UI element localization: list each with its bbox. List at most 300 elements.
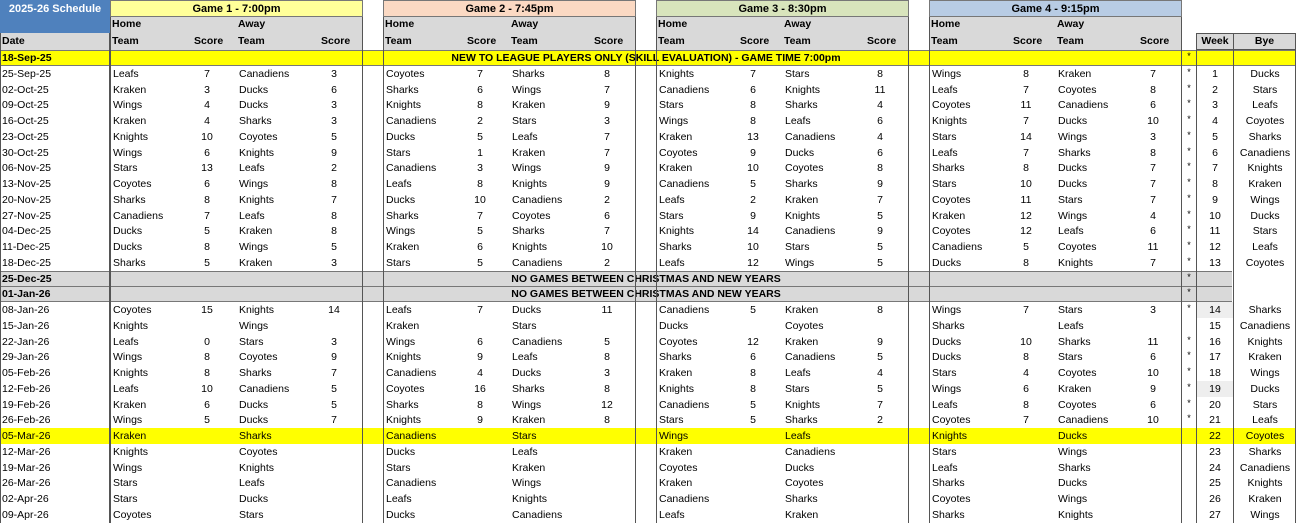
row-star: * [1187, 413, 1191, 424]
away-team: Ducks [239, 414, 269, 427]
home-score: 10 [747, 162, 759, 175]
away-score: 8 [331, 178, 337, 190]
banner-text: NO GAMES BETWEEN CHRISTMAS AND NEW YEARS [511, 272, 781, 285]
home-team: Stars [932, 130, 957, 143]
bye-team: Kraken [1248, 178, 1282, 190]
home-score: 7 [204, 209, 210, 222]
home-score: 8 [204, 367, 210, 379]
row-star: * [1187, 303, 1191, 313]
away-team: Coyotes [785, 319, 824, 332]
away-score: 5 [331, 241, 337, 253]
away-score: 5 [877, 256, 883, 269]
schedule-row [0, 129, 1296, 145]
away-team: Leafs [239, 477, 265, 490]
away-score: 7 [604, 225, 610, 238]
home-team: Ducks [659, 319, 689, 332]
home-score [740, 460, 766, 476]
home-team: Canadiens [659, 398, 710, 411]
game-1-away-score-label: Score [321, 35, 351, 47]
away-team: Coyotes [239, 445, 278, 458]
home-score: 5 [477, 256, 483, 269]
week-number: 16 [1209, 335, 1221, 348]
away-team: Sharks [785, 414, 818, 427]
home-team: Coyotes [113, 178, 152, 190]
away-score: 10 [1147, 367, 1159, 379]
home-team: Coyotes [932, 99, 971, 112]
away-team: Sharks [785, 178, 818, 190]
away-score: 8 [877, 304, 883, 316]
home-score: 5 [1023, 241, 1029, 253]
away-team: Kraken [512, 99, 546, 112]
away-score: 9 [877, 335, 883, 348]
away-score: 8 [604, 414, 610, 427]
home-team: Sharks [932, 162, 965, 175]
schedule-row [0, 349, 1296, 365]
home-score: 11 [1020, 99, 1032, 112]
week-header-cell [1196, 33, 1234, 50]
home-team: Wings [113, 146, 143, 159]
home-team: Stars [659, 209, 684, 222]
home-score: 8 [477, 398, 483, 411]
away-team: Stars [512, 319, 537, 332]
schedule-row [0, 271, 1296, 287]
away-team: Wings [512, 477, 542, 490]
home-team: Leafs [386, 304, 412, 316]
home-team: Stars [932, 445, 957, 458]
home-team: Coyotes [386, 382, 425, 395]
week-number: 24 [1209, 461, 1221, 474]
away-team: Canadiens [512, 256, 563, 269]
home-team: Leafs [659, 508, 685, 521]
away-team: Canadiens [785, 130, 836, 143]
home-score: 7 [1023, 83, 1029, 96]
away-team: Kraken [785, 193, 819, 206]
away-team: Canadiens [512, 508, 563, 521]
away-score: 5 [331, 398, 337, 411]
home-score: 10 [474, 193, 486, 206]
game-1-home-label-line2: Team [112, 35, 139, 47]
away-team: Sharks [1058, 146, 1091, 159]
away-score: 8 [331, 225, 337, 238]
home-team: Wings [659, 430, 689, 442]
row-date: 09-Oct-25 [2, 99, 49, 112]
away-score: 11 [601, 304, 613, 316]
home-score: 7 [1023, 414, 1029, 427]
schedule-row [0, 66, 1296, 82]
away-team: Stars [1058, 304, 1083, 316]
away-score: 3 [1150, 130, 1156, 143]
bye-team: Leafs [1252, 414, 1278, 427]
away-score: 8 [331, 209, 337, 222]
away-team: Stars [785, 241, 810, 253]
home-team: Coyotes [659, 335, 698, 348]
home-score: 6 [477, 241, 483, 253]
away-team: Wings [512, 398, 542, 411]
banner-text: NEW TO LEAGUE PLAYERS ONLY (SKILL EVALUATION) - GAME TIME 7:00pm [451, 52, 841, 64]
bye-team: Stars [1252, 398, 1278, 411]
home-team: Canadiens [386, 477, 437, 490]
away-team: Wings [239, 319, 269, 332]
schedule-row [0, 475, 1296, 491]
home-team: Knights [386, 414, 422, 427]
week-number: 12 [1209, 241, 1221, 253]
away-team: Sharks [1058, 335, 1091, 348]
away-team: Kraken [512, 414, 546, 427]
home-team: Knights [932, 115, 968, 127]
home-team: Ducks [932, 335, 962, 348]
away-score: 2 [604, 256, 610, 269]
away-team: Sharks [239, 367, 272, 379]
home-score: 12 [1020, 209, 1032, 222]
row-star: * [1187, 98, 1191, 109]
away-team: Knights [512, 241, 548, 253]
bye-team: Sharks [1248, 130, 1282, 143]
schedule-row [0, 507, 1296, 523]
home-team: Canadiens [659, 83, 710, 96]
schedule-row [0, 365, 1296, 381]
row-date: 27-Nov-25 [2, 209, 52, 222]
away-team: Knights [785, 83, 821, 96]
game-4-away-label-line1: Away [1057, 18, 1085, 30]
row-date: 25-Dec-25 [2, 272, 52, 285]
home-score: 2 [750, 193, 756, 206]
bye-team: Stars [1252, 225, 1278, 238]
away-team: Sharks [239, 115, 272, 127]
away-team: Ducks [785, 146, 815, 159]
home-score: 14 [747, 225, 759, 238]
week-number: 18 [1209, 367, 1221, 379]
home-score [740, 475, 766, 491]
home-team: Kraken [113, 398, 147, 411]
home-score [1013, 428, 1039, 444]
home-score: 9 [477, 351, 483, 364]
game-2-home-score-label: Score [467, 35, 497, 47]
home-team: Leafs [113, 382, 139, 395]
away-score: 6 [1150, 99, 1156, 112]
home-score: 9 [750, 209, 756, 222]
home-score: 12 [747, 335, 759, 348]
away-team: Wings [512, 162, 542, 175]
home-score: 8 [750, 115, 756, 127]
away-score [321, 507, 347, 523]
home-team: Stars [113, 493, 138, 505]
away-team: Stars [239, 508, 264, 521]
home-score: 3 [204, 83, 210, 96]
away-team: Ducks [239, 83, 269, 96]
row-date: 22-Jan-26 [2, 335, 50, 348]
home-team: Coyotes [932, 493, 971, 505]
home-score: 5 [750, 398, 756, 411]
home-score [194, 507, 220, 523]
away-team: Ducks [1058, 477, 1088, 490]
schedule-title-cell[interactable] [0, 0, 110, 33]
home-team: Wings [659, 115, 689, 127]
bye-team: Canadiens [1239, 319, 1291, 332]
away-team: Wings [239, 241, 269, 253]
away-score [867, 460, 893, 476]
row-date: 18-Dec-25 [2, 256, 52, 269]
away-team: Canadiens [1058, 99, 1109, 112]
game-1-title: Game 1 - 7:00pm [110, 0, 363, 17]
home-score: 8 [204, 351, 210, 364]
home-team: Stars [932, 367, 957, 379]
away-team: Leafs [785, 430, 811, 442]
game-4-column-headers [929, 17, 1182, 50]
away-team: Sharks [785, 99, 818, 112]
away-score [594, 318, 620, 334]
home-team: Kraken [113, 430, 147, 442]
bye-team: Ducks [1250, 382, 1280, 395]
week-number: 6 [1212, 146, 1218, 159]
away-score [321, 491, 347, 507]
week-number: 20 [1209, 398, 1221, 411]
home-team: Coyotes [659, 146, 698, 159]
home-team: Sharks [386, 398, 419, 411]
home-score [1013, 507, 1039, 523]
bye-team: Wings [1250, 367, 1280, 379]
away-team: Knights [512, 178, 548, 190]
home-team: Leafs [932, 83, 958, 96]
row-star: * [1187, 66, 1191, 77]
row-date: 01-Jan-26 [2, 288, 51, 301]
away-score [594, 428, 620, 444]
home-team: Sharks [932, 319, 965, 332]
home-score [194, 475, 220, 491]
date-header-label: Date [2, 35, 25, 47]
away-team: Canadiens [785, 351, 836, 364]
bye-team: Knights [1247, 477, 1283, 490]
away-team: Kraken [1058, 67, 1092, 80]
home-score: 8 [477, 178, 483, 190]
week-number: 22 [1209, 430, 1221, 442]
schedule-row [0, 397, 1296, 413]
home-score: 7 [477, 67, 483, 80]
schedule-row [0, 381, 1296, 397]
row-date: 09-Apr-26 [2, 508, 49, 521]
bye-team: Canadiens [1239, 461, 1291, 474]
row-date: 02-Apr-26 [2, 493, 49, 505]
home-score: 12 [1020, 225, 1032, 238]
away-score: 3 [604, 115, 610, 127]
away-score: 6 [877, 146, 883, 159]
row-date: 18-Sep-25 [2, 52, 52, 64]
row-date: 15-Jan-26 [2, 319, 50, 332]
home-team: Wings [113, 99, 143, 112]
home-team: Leafs [659, 193, 685, 206]
game-3-title: Game 3 - 8:30pm [656, 0, 909, 17]
bye-team: Ducks [1250, 209, 1280, 222]
away-team: Stars [785, 67, 810, 80]
bye-team: Canadiens [1239, 146, 1291, 159]
home-score: 5 [204, 225, 210, 238]
away-team: Sharks [785, 493, 818, 505]
away-team: Canadiens [239, 382, 290, 395]
away-score: 3 [331, 256, 337, 269]
home-score: 8 [204, 193, 210, 206]
row-date: 23-Oct-25 [2, 130, 49, 143]
away-score [1140, 428, 1166, 444]
away-team: Coyotes [785, 162, 824, 175]
away-team: Sharks [1058, 461, 1091, 474]
away-team: Canadiens [239, 67, 290, 80]
game-2-away-score-label: Score [594, 35, 624, 47]
away-score [867, 491, 893, 507]
row-star: * [1187, 129, 1191, 140]
home-score: 5 [204, 414, 210, 427]
week-number: 21 [1209, 414, 1221, 427]
away-team: Wings [1058, 209, 1088, 222]
schedule-row [0, 160, 1296, 176]
week-number: 27 [1209, 508, 1221, 521]
away-team: Stars [1058, 193, 1083, 206]
away-score [321, 428, 347, 444]
away-team: Sharks [512, 225, 545, 238]
home-team: Coyotes [932, 193, 971, 206]
home-score: 4 [1023, 367, 1029, 379]
game-2-away-label-line2: Team [511, 35, 538, 47]
schedule-row [0, 145, 1296, 161]
game-2-title: Game 2 - 7:45pm [383, 0, 636, 17]
away-team: Sharks [512, 67, 545, 80]
home-team: Knights [659, 67, 695, 80]
away-score: 2 [877, 414, 883, 427]
game-2-away-label-line1: Away [511, 18, 539, 30]
away-score [1140, 507, 1166, 523]
bye-team: Knights [1247, 335, 1283, 348]
row-date: 26-Feb-26 [2, 414, 51, 427]
away-team: Knights [239, 461, 275, 474]
bye-team: Coyotes [1245, 115, 1285, 127]
away-team: Stars [239, 335, 264, 348]
home-team: Knights [113, 319, 149, 332]
home-score [467, 444, 493, 460]
home-team: Coyotes [932, 225, 971, 238]
away-score: 9 [604, 162, 610, 175]
home-team: Stars [113, 477, 138, 490]
home-team: Coyotes [113, 508, 152, 521]
home-team: Leafs [113, 67, 139, 80]
home-score [467, 460, 493, 476]
away-score: 5 [331, 130, 337, 143]
away-team: Canadiens [1058, 414, 1109, 427]
home-team: Coyotes [932, 414, 971, 427]
home-score: 13 [747, 130, 759, 143]
home-score [467, 491, 493, 507]
away-score: 9 [331, 146, 337, 159]
away-score: 6 [331, 83, 337, 96]
home-team: Ducks [113, 225, 143, 238]
schedule-row [0, 286, 1296, 302]
home-team: Ducks [386, 193, 416, 206]
home-score: 13 [201, 162, 213, 175]
home-team: Knights [659, 382, 695, 395]
away-team: Ducks [785, 461, 815, 474]
bye-header-cell [1234, 33, 1296, 50]
row-star: * [1187, 397, 1191, 408]
home-team: Canadiens [386, 162, 437, 175]
home-score: 8 [1023, 67, 1029, 80]
away-score: 8 [1150, 83, 1156, 96]
away-team: Knights [239, 193, 275, 206]
home-score: 15 [201, 304, 213, 316]
home-score: 5 [750, 178, 756, 190]
game-4-home-label-line2: Team [931, 35, 958, 47]
home-score: 8 [750, 382, 756, 395]
away-team: Wings [239, 178, 269, 190]
away-score [594, 460, 620, 476]
away-team: Leafs [1058, 225, 1084, 238]
game-3-home-label-line2: Team [658, 35, 685, 47]
game-3-column-headers [656, 17, 909, 50]
away-team: Stars [785, 382, 810, 395]
row-date: 16-Oct-25 [2, 115, 49, 127]
row-star: * [1187, 82, 1191, 93]
away-team: Leafs [785, 367, 811, 379]
home-team: Stars [386, 146, 411, 159]
schedule-row [0, 302, 1296, 318]
home-score [740, 444, 766, 460]
row-date: 29-Jan-26 [2, 351, 50, 364]
away-score: 10 [601, 241, 613, 253]
home-team: Leafs [932, 146, 958, 159]
home-team: Stars [659, 99, 684, 112]
schedule-row [0, 192, 1296, 208]
away-score: 5 [331, 382, 337, 395]
schedule-row [0, 82, 1296, 98]
home-score: 6 [204, 146, 210, 159]
home-score: 6 [204, 178, 210, 190]
home-team: Coyotes [113, 304, 152, 316]
away-score: 7 [604, 130, 610, 143]
away-score: 3 [331, 99, 337, 112]
away-score [321, 460, 347, 476]
home-team: Stars [386, 256, 411, 269]
home-team: Canadiens [386, 430, 437, 442]
bye-header-label: Bye [1254, 35, 1275, 47]
away-team: Ducks [1058, 162, 1088, 175]
row-date: 26-Mar-26 [2, 477, 51, 490]
away-score: 2 [331, 162, 337, 175]
home-score: 6 [750, 83, 756, 96]
schedule-row [0, 318, 1296, 334]
away-score [321, 444, 347, 460]
week-header-label: Week [1201, 35, 1229, 47]
away-team: Ducks [239, 493, 269, 505]
game-1-away-label-line2: Team [238, 35, 265, 47]
away-team: Ducks [1058, 178, 1088, 190]
away-team: Coyotes [239, 351, 278, 364]
home-team: Kraken [659, 162, 693, 175]
away-score [321, 318, 347, 334]
schedule-row [0, 491, 1296, 507]
away-score [1140, 491, 1166, 507]
game-3-away-label-line1: Away [784, 18, 812, 30]
home-score: 10 [1020, 335, 1032, 348]
bye-team: Leafs [1252, 99, 1278, 112]
game-2-column-headers [383, 17, 636, 50]
home-team: Kraken [386, 319, 420, 332]
home-score: 2 [477, 115, 483, 127]
away-score: 6 [1150, 351, 1156, 364]
row-star: * [1187, 192, 1191, 203]
home-team: Knights [932, 430, 968, 442]
home-team: Coyotes [386, 67, 425, 80]
away-team: Knights [1058, 508, 1094, 521]
home-score [194, 491, 220, 507]
home-team: Canadiens [386, 367, 437, 379]
away-score: 8 [877, 162, 883, 175]
away-team: Canadiens [512, 335, 563, 348]
